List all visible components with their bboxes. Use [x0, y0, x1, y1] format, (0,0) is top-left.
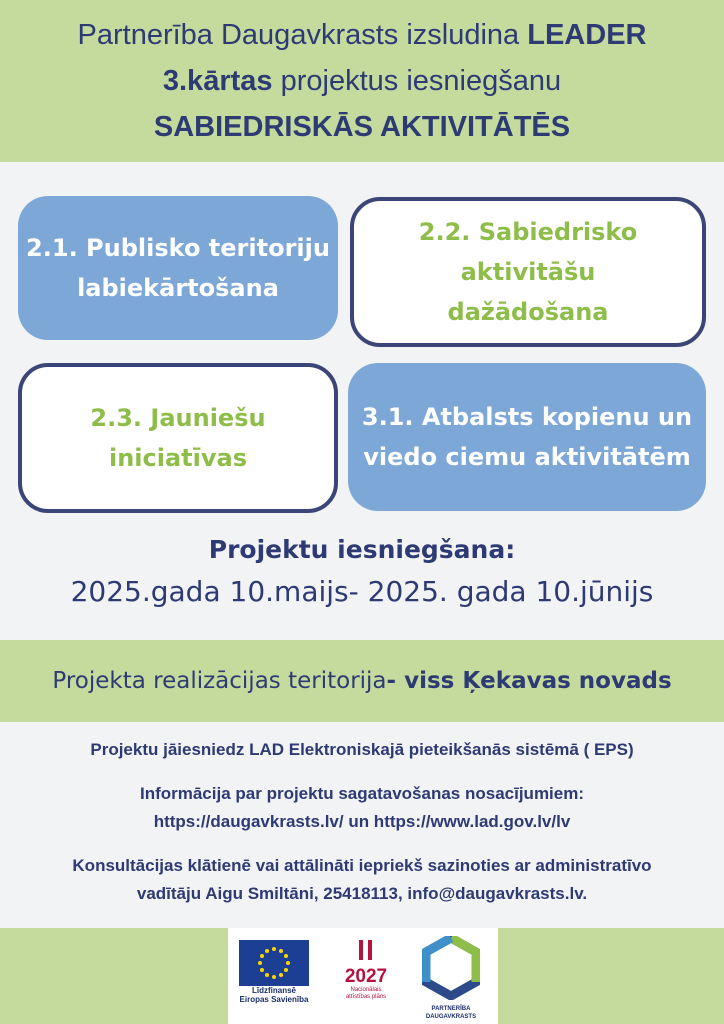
- eu-caption-1: Līdzfinansē: [251, 986, 296, 995]
- national-plan-logo: [336, 938, 396, 1001]
- measure-card-2-3: [18, 363, 338, 513]
- measure-card-label: 3.1. Atbalsts kopienu un viedo ciemu aktivitātēm: [361, 403, 693, 471]
- daugavkrasts-mark-icon: [422, 936, 480, 1000]
- header-activities: SABIEDRISKĀS AKTIVITĀTĒS: [153, 111, 571, 143]
- eu-flag-icon: [239, 940, 309, 986]
- territory-region: - viss Ķekavas novads: [386, 668, 672, 694]
- eu-caption-2: Eiropas Savienība: [239, 995, 309, 1004]
- measure-card-label: 2.1. Publisko teritoriju labiekārtošana: [26, 234, 330, 302]
- info-eps: Projektu jāiesniedz LAD Elektroniskajā pieteikšanās sistēmā ( EPS): [90, 740, 634, 759]
- daugavkrasts-logo: [408, 936, 494, 1021]
- info-consultation: Konsultācijas klātienē vai attālināti iepriekš sazinoties ar administratīvo: [72, 856, 652, 875]
- info-section: [0, 736, 724, 908]
- territory-banner: [0, 640, 724, 722]
- measure-card-3-1: [348, 363, 706, 511]
- measure-card-2-1: [18, 196, 338, 340]
- header-banner: [0, 0, 724, 162]
- measure-card-2-2: [350, 197, 706, 347]
- national-plan-caption-1: Nacionālais: [350, 987, 382, 993]
- info-conditions: Informācija par projektu sagatavošanas nosacījumiem:: [139, 784, 585, 803]
- eu-logo: [236, 940, 312, 1004]
- header-line-1: [0, 12, 724, 58]
- header-round: 3.kārtas: [162, 65, 273, 97]
- national-plan-year: 2027: [344, 966, 388, 987]
- submission-label: Projektu iesniegšana:: [208, 535, 516, 564]
- header-line-2: [0, 58, 724, 104]
- header-text-2: projektus iesniegšanu: [272, 65, 562, 97]
- logo-strip: [228, 928, 498, 1024]
- submission-period: [0, 530, 724, 614]
- territory-text: Projekta realizācijas teritorija: [52, 668, 387, 694]
- header-leader: LEADER: [527, 19, 647, 51]
- submission-dates: 2025.gada 10.maijs- 2025. gada 10.jūnijs: [70, 575, 654, 608]
- measure-card-label: 2.3. Jauniešu iniciatīvas: [90, 404, 266, 472]
- national-plan-mark-icon: [356, 938, 376, 962]
- info-contact[interactable]: vadītāju Aigu Smiltāni, 25418113, info@daugavkrasts.lv.: [136, 884, 588, 903]
- national-plan-caption-2: attīstības plāns: [345, 994, 387, 1000]
- header-text: Partnerība Daugavkrasts izsludina: [77, 19, 528, 51]
- header-line-3: [0, 104, 724, 150]
- measure-card-label: 2.2. Sabiedrisko aktivitāšu dažādošana: [418, 218, 638, 326]
- info-links[interactable]: https://daugavkrasts.lv/ un https://www.lad.gov.lv/lv: [153, 812, 571, 831]
- daugavkrasts-caption: PARTNERĪBA DAUGAVKRASTS: [425, 1006, 477, 1020]
